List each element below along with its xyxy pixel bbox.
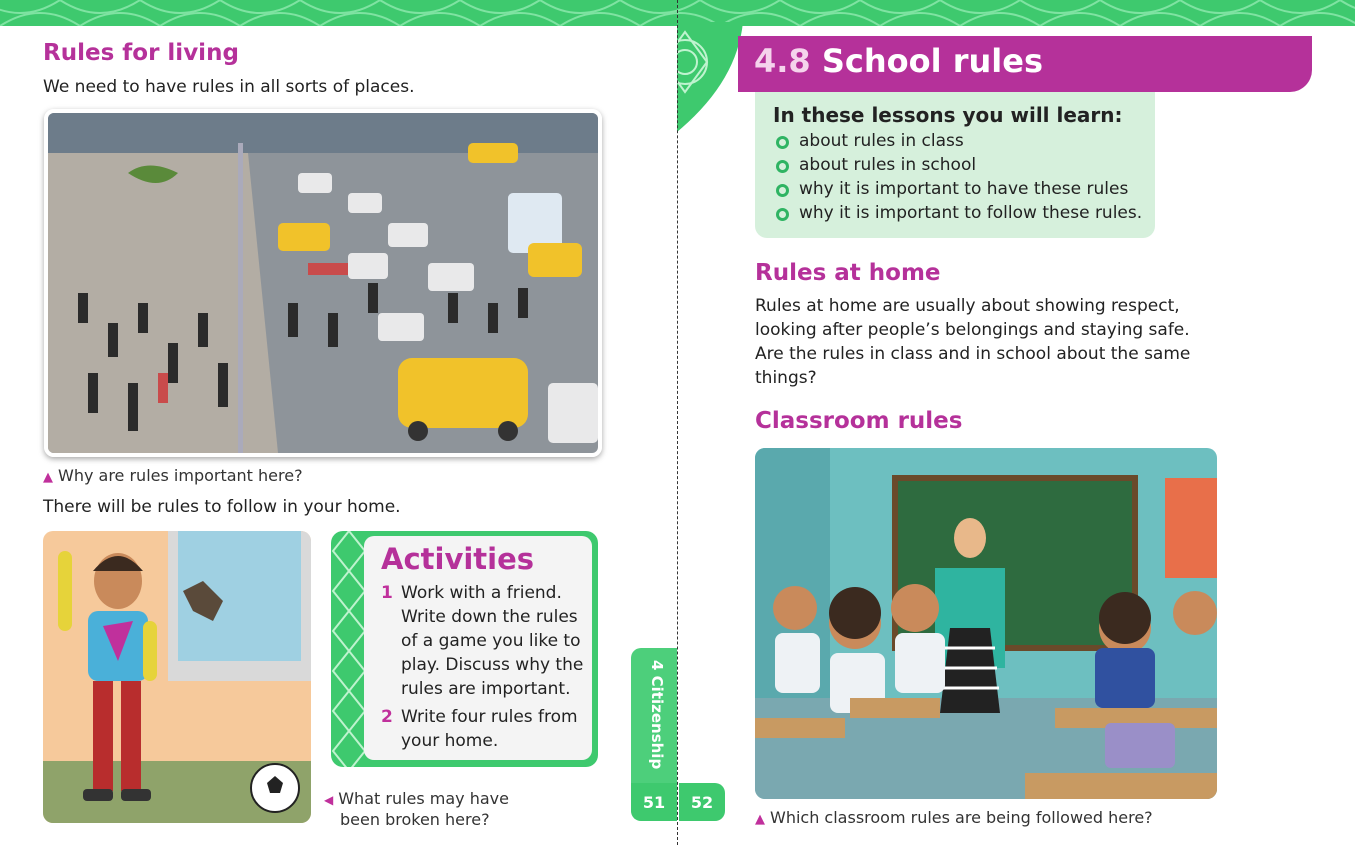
rules-at-home-paragraph: Rules at home are usually about showing respect, looking after people’s belongings and staying safe. Are the rules in class and in school about the same things? <box>755 296 1191 388</box>
photo-caption-text: Why are rules important here? <box>58 466 303 485</box>
activities-pattern <box>331 531 367 767</box>
activity-item <box>381 705 593 753</box>
learn-item-text: about rules in school <box>799 155 977 175</box>
corner-rosette <box>677 22 743 132</box>
activity-number: 1 <box>381 583 393 603</box>
bullet-icon <box>776 136 789 149</box>
learn-item-text: about rules in class <box>799 131 964 151</box>
boy-caption <box>324 789 509 830</box>
learn-heading: In these lessons you will learn: <box>773 103 1123 127</box>
activity-number: 2 <box>381 707 393 727</box>
lesson-number: 4.8 <box>754 42 811 80</box>
page-number-right: 52 <box>679 783 725 821</box>
bullet-icon <box>776 208 789 221</box>
learn-item-text: why it is important to follow these rules. <box>799 203 1143 223</box>
learn-list <box>773 129 1153 225</box>
learn-item <box>773 129 1153 153</box>
chapter-tab-label: 4 Citizenship <box>648 660 666 770</box>
classroom-illustration <box>755 448 1217 799</box>
learn-item-text: why it is important to have these rules <box>799 179 1129 199</box>
classroom-scene <box>755 448 1217 799</box>
classroom-caption-text: Which classroom rules are being followed here? <box>770 808 1153 827</box>
photo-caption <box>43 466 303 485</box>
street-illustration <box>48 113 598 453</box>
learn-item <box>773 153 1153 177</box>
boy-illustration <box>43 531 311 823</box>
caption-pointer-icon: ◀ <box>324 793 334 807</box>
bullet-icon <box>776 160 789 173</box>
activities-title: Activities <box>381 542 535 576</box>
classroom-caption <box>755 808 1153 827</box>
broken-window-illustration <box>43 531 311 823</box>
activity-text: Work with a friend. Write down the rules of a game you like to play. Discuss why the rules are important. <box>401 583 584 699</box>
learn-item <box>773 177 1153 201</box>
lesson-title-text: School rules <box>821 42 1043 80</box>
boy-caption-line-1: What rules may have <box>338 789 509 808</box>
activities-list <box>381 581 593 753</box>
classroom-rules-heading: Classroom rules <box>755 408 963 434</box>
rules-for-living-heading: Rules for living <box>43 40 239 66</box>
page-number-left: 51 <box>631 783 677 821</box>
activity-item <box>381 581 593 701</box>
caption-pointer-icon: ▲ <box>755 812 765 827</box>
learn-item <box>773 201 1153 225</box>
street-photo <box>44 109 602 457</box>
boy-caption-line-2: been broken here? <box>340 810 490 829</box>
lesson-title <box>754 42 1043 80</box>
page-divider <box>677 0 678 845</box>
learn-list-wrap <box>773 129 1153 239</box>
intro-text: We need to have rules in all sorts of places. <box>43 77 415 97</box>
home-rules-text: There will be rules to follow in your home. <box>43 497 401 517</box>
rules-at-home-heading: Rules at home <box>755 260 941 286</box>
activity-text: Write four rules from your home. <box>401 707 578 751</box>
caption-pointer-icon: ▲ <box>43 470 53 485</box>
bullet-icon <box>776 184 789 197</box>
